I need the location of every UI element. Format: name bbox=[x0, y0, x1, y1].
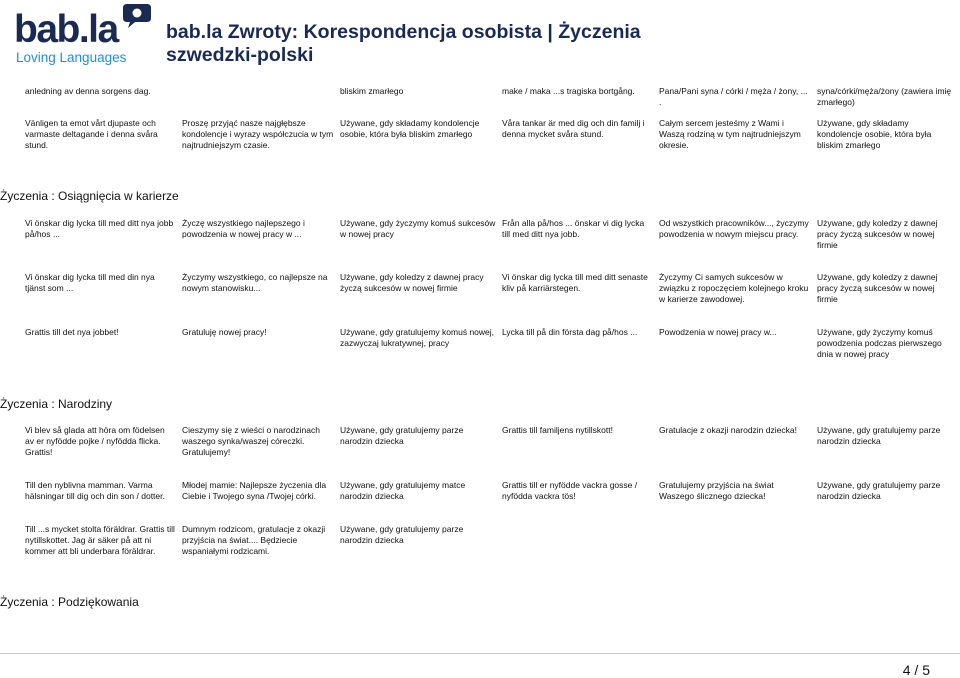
phrase-polish: Całym sercem jesteśmy z Wami i Waszą rodziną w tym najtrudniejszym okresie. bbox=[659, 118, 801, 150]
phrase-usage: Używane, gdy życzymy komuś sukcesów w nowej pracy bbox=[340, 218, 496, 239]
phrase-polish: Powodzenia w nowej pracy w... bbox=[659, 327, 777, 337]
phrase-swedish: Grattis till familjens nytillskott! bbox=[502, 425, 613, 435]
phrase-usage: Używane, gdy gratulujemy matce narodzin dziecka bbox=[340, 480, 466, 501]
table-row bbox=[25, 327, 960, 360]
phrase-swedish: Lycka till på din första dag på/hos ... bbox=[502, 327, 638, 337]
babla-logo[interactable] bbox=[14, 2, 154, 68]
phrase-swedish: make / maka ...s tragiska bortgång. bbox=[502, 86, 635, 96]
phrase-polish: Od wszystkich pracowników..., życzymy powodzenia w nowym miejscu pracy. bbox=[659, 218, 809, 239]
phrase-swedish bbox=[502, 524, 659, 557]
section-title-births: Życzenia : Narodziny bbox=[0, 397, 113, 411]
phrase-usage: Używane, gdy gratulujemy parze narodzin dziecka bbox=[340, 425, 464, 446]
footer-divider bbox=[0, 653, 960, 654]
phrase-polish bbox=[659, 524, 817, 557]
phrase-polish: Młodej mamie: Najlepsze życzenia dla Ciebie i Twojego syna /Twojej córki. bbox=[182, 480, 327, 501]
phrase-usage: Używane, gdy gratulujemy parze narodzin dziecka bbox=[817, 425, 941, 446]
phrase-usage: Używane, gdy koledzy z dawnej pracy życzą sukcesów w nowej firmie bbox=[817, 272, 938, 304]
speech-bubble-icon bbox=[121, 2, 153, 30]
section-heading bbox=[0, 595, 960, 609]
section-title-thanks: Życzenia : Podziękowania bbox=[0, 595, 139, 609]
phrase-usage: Używane, gdy składamy kondolencje osobie, która była bliskim zmarłego bbox=[817, 118, 932, 150]
phrase-polish: Życzymy Ci samych sukcesów w związku z ropoczęciem kolejnego kroku w karierze zawodowej. bbox=[659, 272, 809, 304]
phrase-usage: Używane, gdy gratulujemy parze narodzin dziecka bbox=[340, 524, 464, 545]
page-number: 4 / 5 bbox=[902, 662, 930, 678]
phrase-polish: Gratulacje z okazji narodzin dziecka! bbox=[659, 425, 797, 435]
section-heading bbox=[0, 189, 960, 203]
table-row bbox=[25, 118, 960, 151]
phrase-polish: Życzymy wszystkiego, co najlepsze na nowym stanowisku... bbox=[182, 272, 328, 293]
phrase-swedish: Vänligen ta emot vårt djupaste och varmaste deltagande i denna svåra stund. bbox=[25, 118, 158, 150]
phrase-usage: Używane, gdy gratulujemy parze narodzin dziecka bbox=[817, 480, 941, 501]
phrase-swedish: Från alla på/hos ... önskar vi dig lycka till med ditt nya jobb. bbox=[502, 218, 645, 239]
logo-wordmark: bab.la bbox=[14, 8, 118, 51]
phrase-table-career bbox=[25, 218, 960, 360]
phrase-polish: Cieszymy się z wieści o narodzinach waszego synka/waszej córeczki. Gratulujemy! bbox=[182, 425, 320, 457]
phrase-polish: Pana/Pani syna / córki / męża / żony, ... . bbox=[659, 86, 808, 107]
phrase-usage: Używane, gdy koledzy z dawnej pracy życzą sukcesów w nowej firmie bbox=[817, 218, 938, 250]
phrase-swedish: Grattis till er nyfödde vackra gosse / nyfödda vackra tös! bbox=[502, 480, 638, 501]
logo-tagline: Loving Languages bbox=[16, 50, 127, 65]
phrase-polish: Gratuluję nowej pracy! bbox=[182, 327, 267, 337]
phrase-swedish: Till den nyblivna mamman. Varma hälsningar till dig och din son / dotter. bbox=[25, 480, 165, 501]
table-row bbox=[25, 272, 960, 327]
section-title-career: Życzenia : Osiągnięcia w karierze bbox=[0, 189, 179, 203]
table-row bbox=[25, 480, 960, 524]
phrase-usage bbox=[817, 524, 960, 557]
phrase-usage: Używane, gdy gratulujemy komuś nowej, zazwyczaj lukratywnej, pracy bbox=[340, 327, 495, 348]
phrase-polish: Dumnym rodzicom, gratulacje z okazji przyjścia na świat.... Będziecie wspaniałymi rodzicami. bbox=[182, 524, 326, 556]
phrase-usage: bliskim zmarłego bbox=[340, 86, 404, 96]
phrase-swedish: Vi blev så glada att höra om födelsen av er nyfödde pojke / nyfödda flicka. Grattis! bbox=[25, 425, 165, 457]
phrase-polish: Gratulujemy przyjścia na świat Waszego ślicznego dziecka! bbox=[659, 480, 774, 501]
phrase-polish bbox=[182, 86, 340, 118]
table-row bbox=[25, 425, 960, 480]
phrase-polish: Proszę przyjąć nasze najgłębsze kondolencje i wyrazy współczucia w tym najtrudniejszym czasie. bbox=[182, 118, 334, 150]
phrase-table-births bbox=[25, 425, 960, 557]
section-heading bbox=[0, 397, 960, 411]
phrase-swedish: Vi önskar dig lycka till med din nya tjänst som ... bbox=[25, 272, 155, 293]
phrase-swedish: Grattis till det nya jobbet! bbox=[25, 327, 119, 337]
phrase-polish: Życzę wszystkiego najlepszego i powodzenia w nowej pracy w ... bbox=[182, 218, 305, 239]
phrase-swedish: anledning av denna sorgens dag. bbox=[25, 86, 151, 96]
table-row bbox=[25, 524, 960, 557]
table-row bbox=[25, 86, 960, 118]
phrase-swedish: Vi önskar dig lycka till med ditt nya jobb på/hos ... bbox=[25, 218, 174, 239]
phrase-swedish: Till ...s mycket stolta föräldrar. Grattis till nytillskottet. Jag är säker på att ni kommer att bli underbara föräldrar. bbox=[25, 524, 175, 556]
phrase-usage: Używane, gdy koledzy z dawnej pracy życzą sukcesów w nowej firmie bbox=[340, 272, 484, 293]
phrase-table-top bbox=[25, 86, 960, 151]
phrase-usage: syna/córki/męża/żony (zawiera imię zmarłego) bbox=[817, 86, 952, 107]
phrase-swedish: Våra tankar är med dig och din familj i denna mycket svåra stund. bbox=[502, 118, 645, 139]
phrase-swedish: Vi önskar dig lycka till med ditt senaste kliv på karriärstegen. bbox=[502, 272, 648, 293]
phrase-usage: Używane, gdy życzymy komuś powodzenia podczas pierwszego dnia w nowej pracy bbox=[817, 327, 942, 359]
phrase-usage: Używane, gdy składamy kondolencje osobie, która była bliskim zmarłego bbox=[340, 118, 480, 139]
table-row bbox=[25, 218, 960, 272]
page-title: bab.la Zwroty: Korespondencja osobista | Życzenia szwedzki-polski bbox=[166, 21, 641, 66]
